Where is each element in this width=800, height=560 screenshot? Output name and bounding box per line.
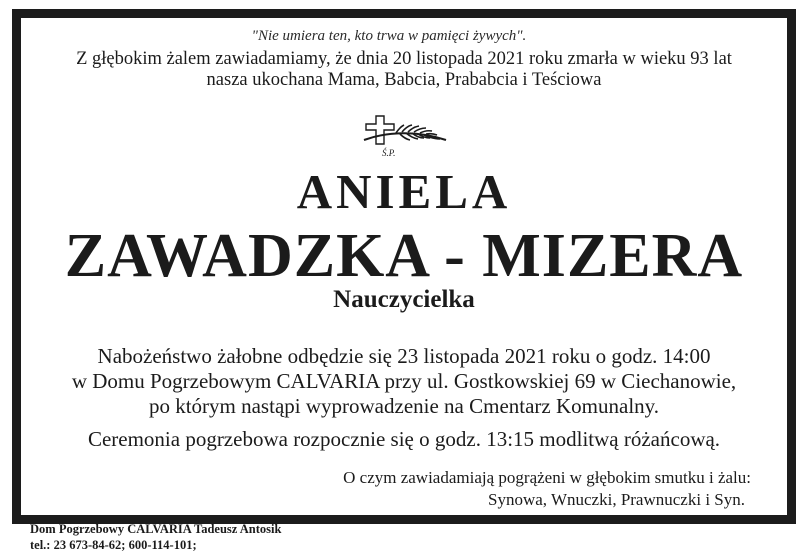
funeral-home-name: Dom Pogrzebowy CALVARIA Tadeusz Antosik (30, 522, 282, 536)
deceased-surname: ZAWADZKA - MIZERA (64, 222, 744, 290)
family-signature (343, 467, 751, 511)
service-line-1: Nabożeństwo żałobne odbędzie się 23 listopada 2021 roku o godz. 14:00 (97, 344, 711, 368)
funeral-home-footer (30, 521, 281, 553)
service-details (21, 344, 787, 419)
ceremony-note: Ceremonia pogrzebowa rozpocznie się o godz. 13:15 modlitwą różańcową. (87, 427, 721, 451)
emblem-sp-text: Ś.P. (382, 148, 396, 158)
obituary-content (21, 18, 787, 515)
deceased-profession: Nauczycielka (333, 286, 475, 313)
funeral-home-phone: tel.: 23 673-84-62; 600-114-101; (30, 538, 197, 552)
intro-line-2: nasza ukochana Mama, Babcia, Prababcia i Teściowa (206, 70, 602, 90)
announcement-intro (21, 49, 787, 91)
intro-line-1: Z głębokim żalem zawiadamiamy, że dnia 20 listopada 2021 roku zmarła w wieku 93 lat (76, 49, 732, 69)
cross-with-palm-branch-icon (356, 110, 452, 158)
obituary-frame (12, 9, 796, 524)
deceased-first-name: ANIELA (296, 164, 512, 219)
closing-line-1: O czym zawiadamiają pogrążeni w głębokim smutku i żalu: (343, 468, 751, 487)
closing-line-2: Synowa, Wnuczki, Prawnuczki i Syn. (487, 490, 745, 509)
memorial-quote: "Nie umiera ten, kto trwa w pamięci żywych". (251, 28, 527, 44)
service-line-2: w Domu Pogrzebowym CALVARIA przy ul. Gostkowskiej 69 w Ciechanowie, (71, 369, 737, 393)
service-line-3: po którym nastąpi wyprowadzenie na Cmentarz Komunalny. (148, 394, 660, 418)
